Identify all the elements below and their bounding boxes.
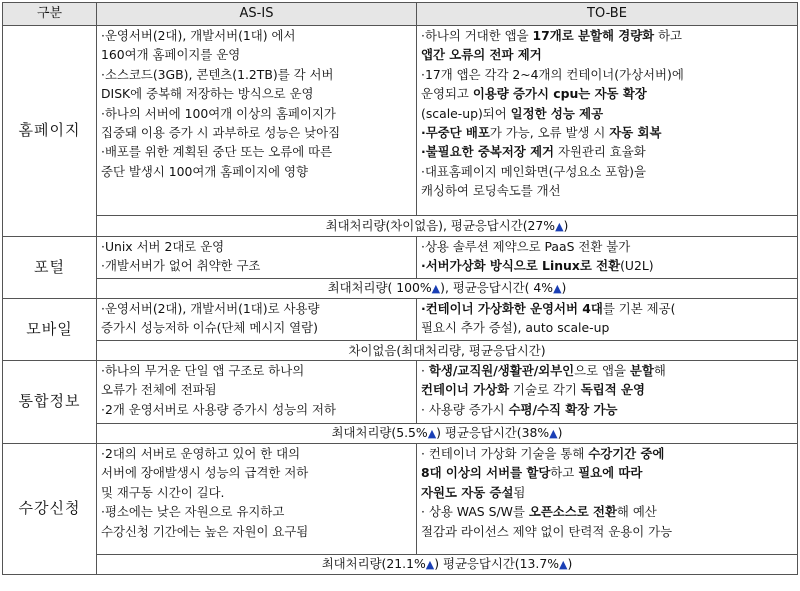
text-run: ·Unix 서버 2대로 운영 — [101, 239, 225, 254]
text-line — [421, 483, 793, 502]
summary-row-2 — [3, 279, 798, 299]
bold-run: 8대 이상의 서버를 할당 — [421, 465, 551, 481]
bold-run: 컨테이너 가상화 — [421, 382, 510, 398]
tobe-cell — [417, 237, 798, 279]
bold-run: 자원도 자동 증설 — [421, 484, 514, 500]
category-cell: 수강신청 — [3, 444, 97, 575]
text-run: · 사용량 증가시 — [421, 401, 509, 417]
text-run: ·하나의 서버에 100여개 이상의 홈페이지가 — [101, 105, 336, 121]
text-line — [421, 45, 793, 64]
tobe-cell — [417, 299, 798, 341]
row-5 — [3, 444, 798, 555]
text-run: · 컨테이너 가상화 기술을 통해 — [421, 446, 589, 461]
text-line — [421, 104, 793, 123]
summary-cell — [97, 279, 798, 299]
category-cell: 포털 — [3, 237, 97, 299]
asis-cell — [97, 444, 417, 555]
summary-text: 최대처리량(차이없음), 평균응답시간(27% — [325, 217, 556, 233]
text-line — [421, 522, 793, 541]
text-line — [101, 26, 412, 45]
comparison-table — [2, 2, 798, 575]
summary-text: ) — [567, 556, 573, 571]
text-line — [101, 142, 412, 161]
summary-text: ), 평균응답시간( 4% — [440, 280, 554, 295]
text-line — [101, 502, 412, 521]
text-run: 및 재구동 시간이 길다. — [101, 484, 225, 500]
header-row — [3, 3, 798, 26]
text-run: ·하나의 무거운 단일 앱 구조로 하나의 — [101, 363, 305, 378]
summary-text: 최대처리량(21.1% — [321, 556, 426, 571]
tobe-cell — [417, 361, 798, 424]
summary-text: ) — [563, 217, 569, 233]
text-run: · 상용 WAS S/W를 — [421, 504, 529, 520]
up-triangle-icon: ▲ — [425, 558, 435, 571]
text-line — [421, 142, 793, 161]
text-line — [421, 361, 793, 380]
bold-run: 학생/교직원/생활관/외부인 — [428, 363, 575, 378]
bold-run: 이용량 증가시 cpu는 자동 확장 — [472, 86, 647, 102]
text-line — [421, 237, 793, 256]
text-run: 집중돼 이용 증가 시 과부하로 성능은 낮아짐 — [101, 125, 341, 141]
bold-run: 수강기간 중에 — [588, 446, 665, 461]
asis-cell — [97, 26, 417, 216]
text-run: 증가시 성능저하 이슈(단체 메시지 열람) — [101, 320, 318, 336]
text-line — [101, 65, 412, 84]
summary-cell — [97, 341, 798, 361]
bold-run: 자동 회복 — [609, 125, 662, 141]
text-run: · — [421, 363, 429, 378]
text-run: ·개발서버가 없어 취약한 구조 — [101, 258, 261, 274]
bold-run: ·무중단 배포 — [421, 125, 490, 141]
text-run: 하고 — [654, 28, 683, 43]
text-run: ·대표홈페이지 메인화면(구성요소 포함)을 — [421, 163, 646, 179]
text-run: 가 가능, 오류 발생 시 — [489, 125, 610, 141]
header-category: 구분 — [3, 3, 97, 26]
text-line — [101, 444, 412, 463]
text-line — [421, 65, 793, 84]
text-run: 160여개 홈페이지를 운영 — [101, 47, 241, 63]
category-cell: 홈페이지 — [3, 26, 97, 237]
summary-text: 최대처리량( 100% — [327, 280, 432, 295]
asis-cell — [97, 237, 417, 279]
text-line — [421, 26, 793, 45]
summary-text: 최대처리량(5.5% — [331, 425, 428, 440]
row-1 — [3, 26, 798, 216]
text-line — [421, 181, 793, 200]
asis-cell — [97, 361, 417, 424]
bold-run: 필요에 따라 — [578, 465, 643, 481]
text-run: DISK에 중복해 저장하는 방식으로 운영 — [101, 86, 314, 102]
text-run: 운영되고 — [421, 86, 473, 102]
bold-run: 오픈소스로 전환 — [528, 504, 617, 520]
text-run: ·17개 앱은 각각 2~4개의 컨테이너(가상서버)에 — [421, 66, 684, 82]
up-triangle-icon: ▲ — [427, 427, 437, 440]
text-run: ·배포를 위한 계획된 중단 또는 오류에 따른 — [101, 144, 333, 160]
up-triangle-icon: ▲ — [549, 427, 558, 440]
text-run: 필요시 추가 증설), auto scale-up — [421, 320, 610, 336]
text-run: ·2대의 서버로 운영하고 있어 한 대의 — [101, 446, 301, 461]
text-run: 으로 앱을 — [574, 363, 630, 378]
text-line — [421, 380, 793, 399]
summary-cell — [97, 555, 798, 575]
bold-run: 수평/수직 확장 가능 — [508, 401, 618, 417]
bold-run: 일정한 성능 제공 — [510, 105, 604, 121]
text-run: 됨 — [513, 484, 526, 500]
text-line — [101, 237, 412, 256]
summary-row-4 — [3, 424, 798, 444]
bold-run: ·컨테이너 가상화한 운영서버 4대 — [421, 301, 603, 316]
text-line — [101, 45, 412, 64]
bold-run: ·서버가상화 방식으로 Linux로 전환 — [421, 258, 621, 274]
summary-text: ) — [561, 280, 567, 295]
text-run: 서버에 장애발생시 성능의 급격한 저하 — [101, 465, 309, 481]
summary-text: 차이없음(최대처리량, 평균응답시간) — [348, 342, 546, 358]
up-triangle-icon: ▲ — [553, 282, 562, 295]
text-run: 자원관리 효율화 — [554, 144, 646, 160]
text-run: (scale-up)되어 — [421, 105, 511, 121]
text-run: 수강신청 기간에는 높은 자원이 요구됨 — [101, 523, 309, 539]
text-run: 해 — [653, 363, 666, 378]
summary-row-3 — [3, 341, 798, 361]
header-asis: AS-IS — [97, 3, 417, 26]
up-triangle-icon: ▲ — [431, 282, 441, 295]
text-line — [421, 463, 793, 482]
text-line — [421, 123, 793, 142]
summary-row-1 — [3, 216, 798, 237]
summary-text: ) 평균응답시간(13.7% — [434, 556, 559, 571]
summary-cell — [97, 216, 798, 237]
text-run: 절감과 라이선스 제약 없이 탄력적 운용이 가능 — [421, 523, 673, 539]
text-run: ·소스코드(3GB), 콘텐츠(1.2TB)를 각 서버 — [101, 66, 334, 82]
text-line — [421, 502, 793, 521]
text-run: 해 예산 — [616, 504, 657, 520]
text-run: ·평소에는 낮은 자원으로 유지하고 — [101, 504, 285, 520]
text-line — [421, 256, 793, 275]
text-line — [421, 318, 793, 337]
text-line — [101, 400, 412, 419]
summary-row-5 — [3, 555, 798, 575]
bold-run: 분할 — [629, 363, 654, 378]
text-line — [421, 444, 793, 463]
text-line — [101, 380, 412, 399]
text-run: (U2L) — [620, 258, 654, 274]
bold-run: ·불필요한 중복저장 제거 — [421, 144, 555, 160]
text-line — [101, 104, 412, 123]
text-line — [101, 463, 412, 482]
text-line — [101, 256, 412, 275]
text-run: 중단 발생시 100여개 홈페이지에 영향 — [101, 163, 308, 179]
asis-cell — [97, 299, 417, 341]
text-run: 캐싱하여 로딩속도를 개선 — [421, 183, 561, 199]
text-line — [421, 400, 793, 419]
text-line — [101, 522, 412, 541]
up-triangle-icon: ▲ — [559, 558, 568, 571]
text-line — [101, 299, 412, 318]
row-2 — [3, 237, 798, 279]
text-run: 를 기본 제공( — [602, 301, 676, 316]
text-line — [101, 318, 412, 337]
bold-run: 앱간 오류의 전파 제거 — [421, 47, 542, 63]
text-run: ·운영서버(2대), 개발서버(1대)로 사용량 — [101, 301, 320, 316]
up-triangle-icon: ▲ — [555, 219, 564, 233]
text-run: ·2개 운영서버로 사용량 증가시 성능의 저하 — [101, 401, 336, 417]
bold-run: 17개로 분할해 경량화 — [532, 28, 655, 43]
text-run: ·운영서버(2대), 개발서버(1대) 에서 — [101, 28, 296, 43]
summary-text: ) — [557, 425, 563, 440]
text-line — [101, 361, 412, 380]
text-line — [421, 162, 793, 181]
category-cell: 모바일 — [3, 299, 97, 361]
text-run: 오류가 전체에 전파됨 — [101, 382, 217, 398]
text-run: ·하나의 거대한 앱을 — [421, 28, 533, 43]
text-line — [101, 483, 412, 502]
summary-cell — [97, 424, 798, 444]
text-line — [421, 84, 793, 103]
row-3 — [3, 299, 798, 341]
text-run: 기술로 각기 — [509, 382, 581, 398]
row-4 — [3, 361, 798, 424]
header-tobe: TO-BE — [417, 3, 798, 26]
text-line — [421, 299, 793, 318]
text-line — [101, 123, 412, 142]
text-run: ·상용 솔루션 제약으로 PaaS 전환 불가 — [421, 239, 631, 254]
bold-run: 독립적 운영 — [580, 382, 645, 398]
category-cell: 통합정보 — [3, 361, 97, 444]
text-line — [101, 84, 412, 103]
tobe-cell — [417, 444, 798, 555]
tobe-cell — [417, 26, 798, 216]
summary-text: ) 평균응답시간(38% — [436, 425, 550, 440]
text-line — [101, 162, 412, 181]
text-run: 하고 — [550, 465, 579, 481]
